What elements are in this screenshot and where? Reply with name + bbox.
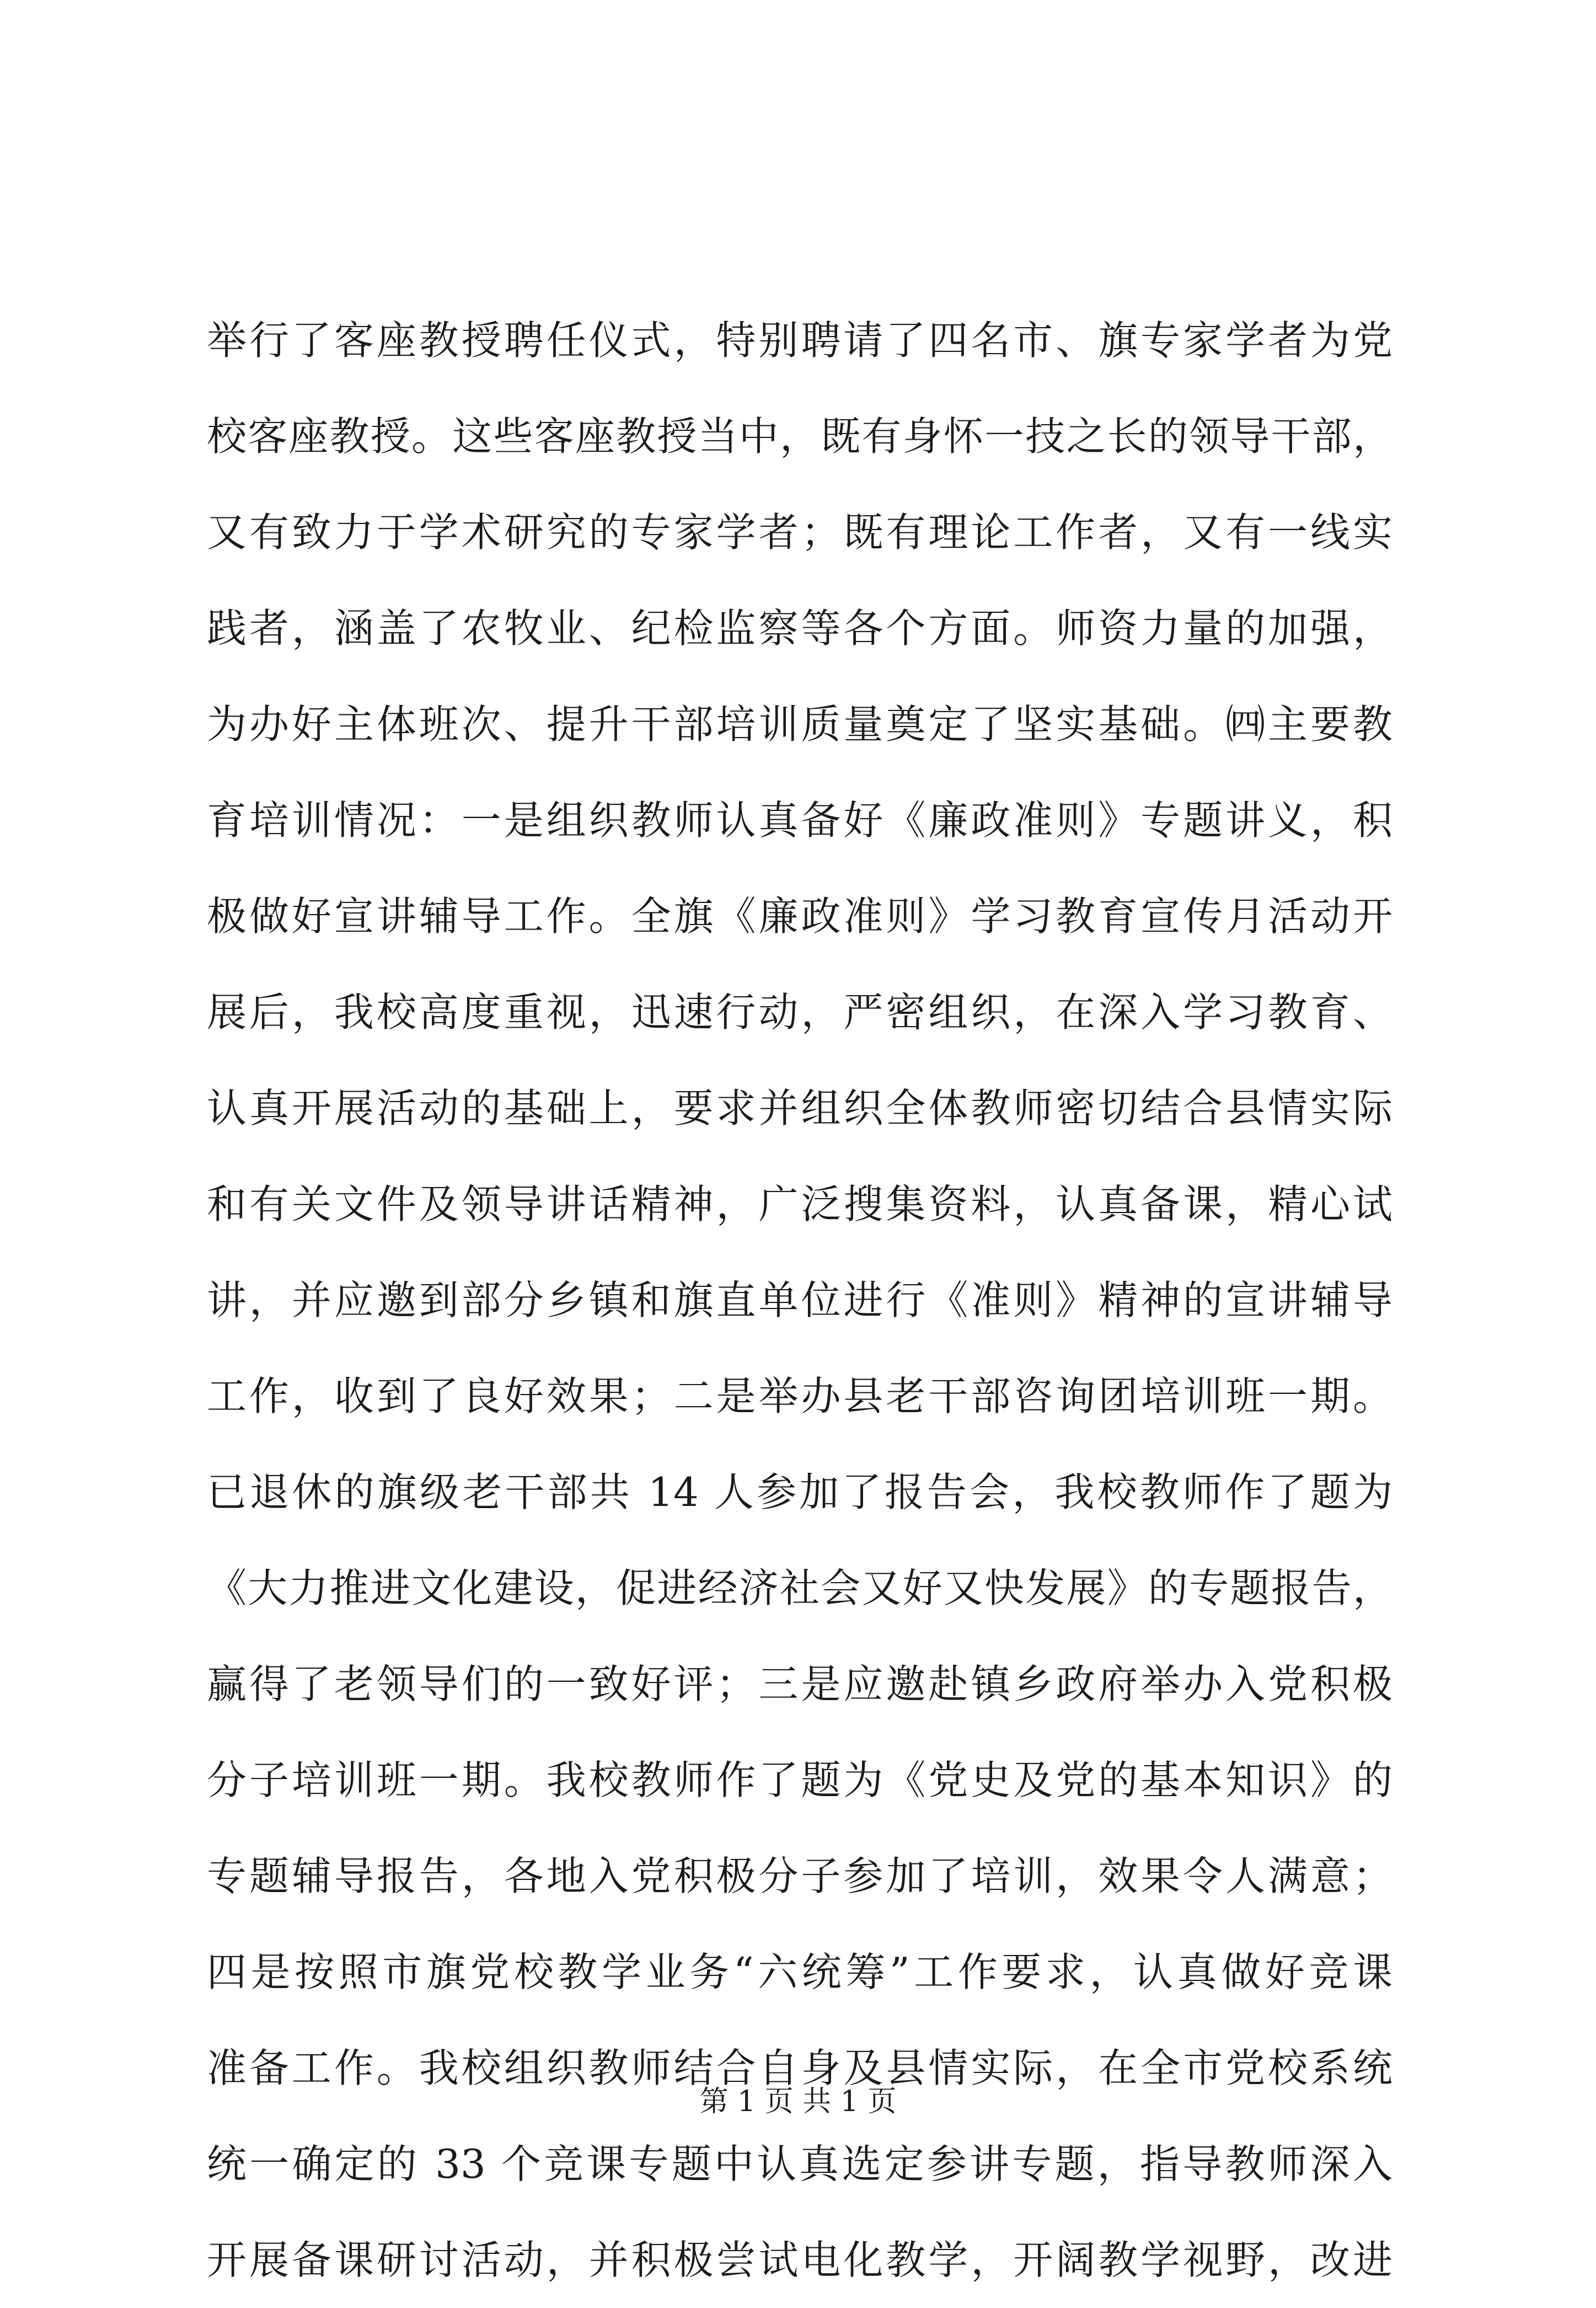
text-line: 已退休的旗级老干部共 14 人参加了报告会，我校教师作了题为	[207, 1469, 1393, 1515]
text-line: 校客座教授。这些客座教授当中，既有身怀一技之长的领导干部，	[207, 413, 1393, 460]
text-line: 又有致力于学术研究的专家学者；既有理论工作者，又有一线实	[207, 509, 1393, 555]
text-line: 育培训情况：一是组织教师认真备好《廉政准则》专题讲义，积	[207, 797, 1393, 843]
body-text	[207, 292, 1393, 2308]
text-line: 统一确定的 33 个竞课专题中认真选定参讲专题，指导教师深入	[207, 2141, 1393, 2187]
text-line: 工作，收到了良好效果；二是举办县老干部咨询团培训班一期。	[207, 1373, 1393, 1419]
text-line: 举行了客座教授聘任仪式，特别聘请了四名市、旗专家学者为党	[207, 317, 1393, 364]
page-footer: 第 1 页 共 1 页	[699, 2085, 897, 2118]
text-line: 极做好宣讲辅导工作。全旗《廉政准则》学习教育宣传月活动开	[207, 893, 1393, 939]
text-line: 认真开展活动的基础上，要求并组织全体教师密切结合县情实际	[207, 1085, 1393, 1131]
text-line: 践者，涵盖了农牧业、纪检监察等各个方面。师资力量的加强，	[207, 605, 1393, 651]
text-line: 展后，我校高度重视，迅速行动，严密组织，在深入学习教育、	[207, 989, 1393, 1035]
text-line: 分子培训班一期。我校教师作了题为《党史及党的基本知识》的	[207, 1757, 1393, 1803]
text-line: 专题辅导报告，各地入党积极分子参加了培训，效果令人满意；	[207, 1853, 1393, 1899]
text-line: 讲，并应邀到部分乡镇和旗直单位进行《准则》精神的宣讲辅导	[207, 1277, 1393, 1323]
text-line: 和有关文件及领导讲话精神，广泛搜集资料，认真备课，精心试	[207, 1181, 1393, 1227]
text-line: 开展备课研讨活动，并积极尝试电化教学，开阔教学视野，改进	[207, 2237, 1393, 2283]
text-line: 四是按照市旗党校教学业务“六统筹”工作要求，认真做好竞课	[207, 1949, 1393, 1995]
text-line: 为办好主体班次、提升干部培训质量奠定了坚实基础。㈣主要教	[207, 701, 1393, 747]
text-line: 准备工作。我校组织教师结合自身及县情实际，在全市党校系统	[207, 2045, 1393, 2091]
text-line: 《大力推进文化建设，促进经济社会又好又快发展》的专题报告，	[207, 1565, 1393, 1611]
text-line: 赢得了老领导们的一致好评；三是应邀赴镇乡政府举办入党积极	[207, 1661, 1393, 1707]
